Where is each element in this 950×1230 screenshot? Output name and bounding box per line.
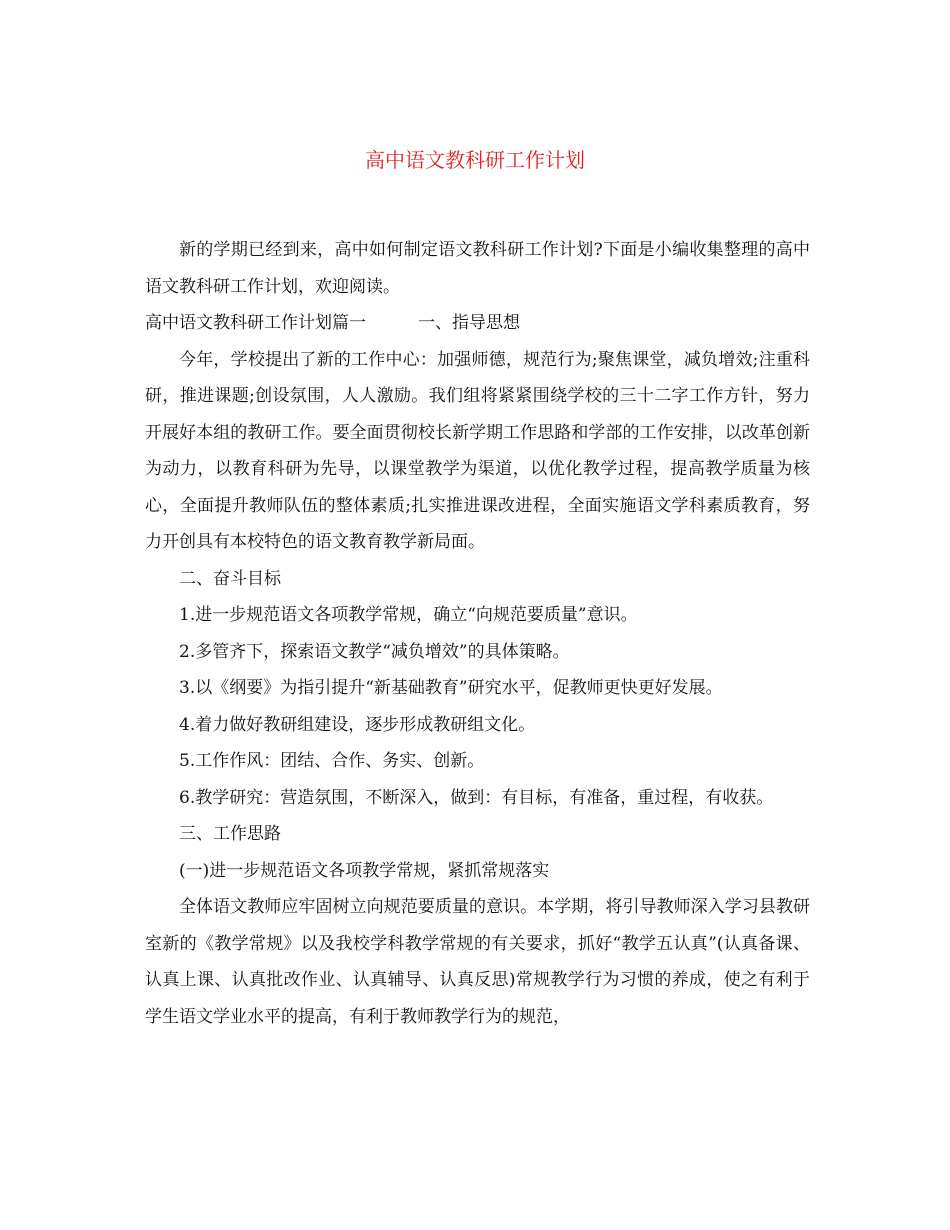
section2-heading: 二、奋斗目标 xyxy=(179,568,281,589)
intro-paragraph: 新的学期已经到来，高中如何制定语文教科研工作计划?下面是小编收集整理的高中语文教科研工作计划，欢迎阅读。 xyxy=(145,240,810,297)
subsection1-paragraph: 全体语文教师应牢固树立向规范要质量的意识。本学期，将引导教师深入学习县教研室新的《教学常规》以及我校学科教学常规的有关要求，抓好“教学五认真”(认真备课、认真上课、认真批改作业、认真辅导、认真反思)常规教学行为习惯的养成，使之有利于学生语文学业水平的提高，有利于教师教学行为的规范， xyxy=(145,897,810,1027)
goal-item: 3.以《纲要》为指引提升“新基础教育”研究水平，促教师更快更好发展。 xyxy=(179,678,723,698)
section3-heading: 三、工作思路 xyxy=(179,824,281,844)
part-heading-line xyxy=(145,305,810,342)
part-label: 高中语文教科研工作计划篇一 xyxy=(145,313,366,333)
subsection1-heading: (一)进一步规范语文各项教学常规，紧抓常规落实 xyxy=(179,860,550,881)
goal-item: 5.工作作风：团结、合作、务实、创新。 xyxy=(179,751,485,771)
document-title: 高中语文教科研工作计划 xyxy=(365,148,585,172)
goal-item: 4.着力做好教研组建设，逐步形成教研组文化。 xyxy=(179,714,536,735)
document-body xyxy=(145,232,810,1035)
section1-heading: 一、指导思想 xyxy=(418,313,520,333)
section1-paragraph: 今年，学校提出了新的工作中心：加强师德，规范行为;聚焦课堂，减负增效;注重科研，推进课题;创设氛围，人人激励。我们组将紧紧围绕学校的三十二字工作方针，努力开展好本组的教研工作。要全面贯彻校长新学期工作思路和学部的工作安排，以改革创新为动力，以教育科研为先导，以课堂教学为渠道，以优化教学过程，提高教学质量为核心，全面提升教师队伍的整体素质;扎实推进课改进程，全面实施语文学科素质教育，努力开创具有本校特色的语文教育教学新局面。 xyxy=(145,349,810,552)
goal-item: 2.多管齐下，探索语文教学“减负增效”的具体策略。 xyxy=(179,641,570,662)
goal-item: 6.教学研究：营造氛围，不断深入，做到：有目标，有准备，重过程，有收获。 xyxy=(179,787,774,808)
goal-item: 1.进一步规范语文各项教学常规，确立“向规范要质量”意识。 xyxy=(179,605,638,625)
